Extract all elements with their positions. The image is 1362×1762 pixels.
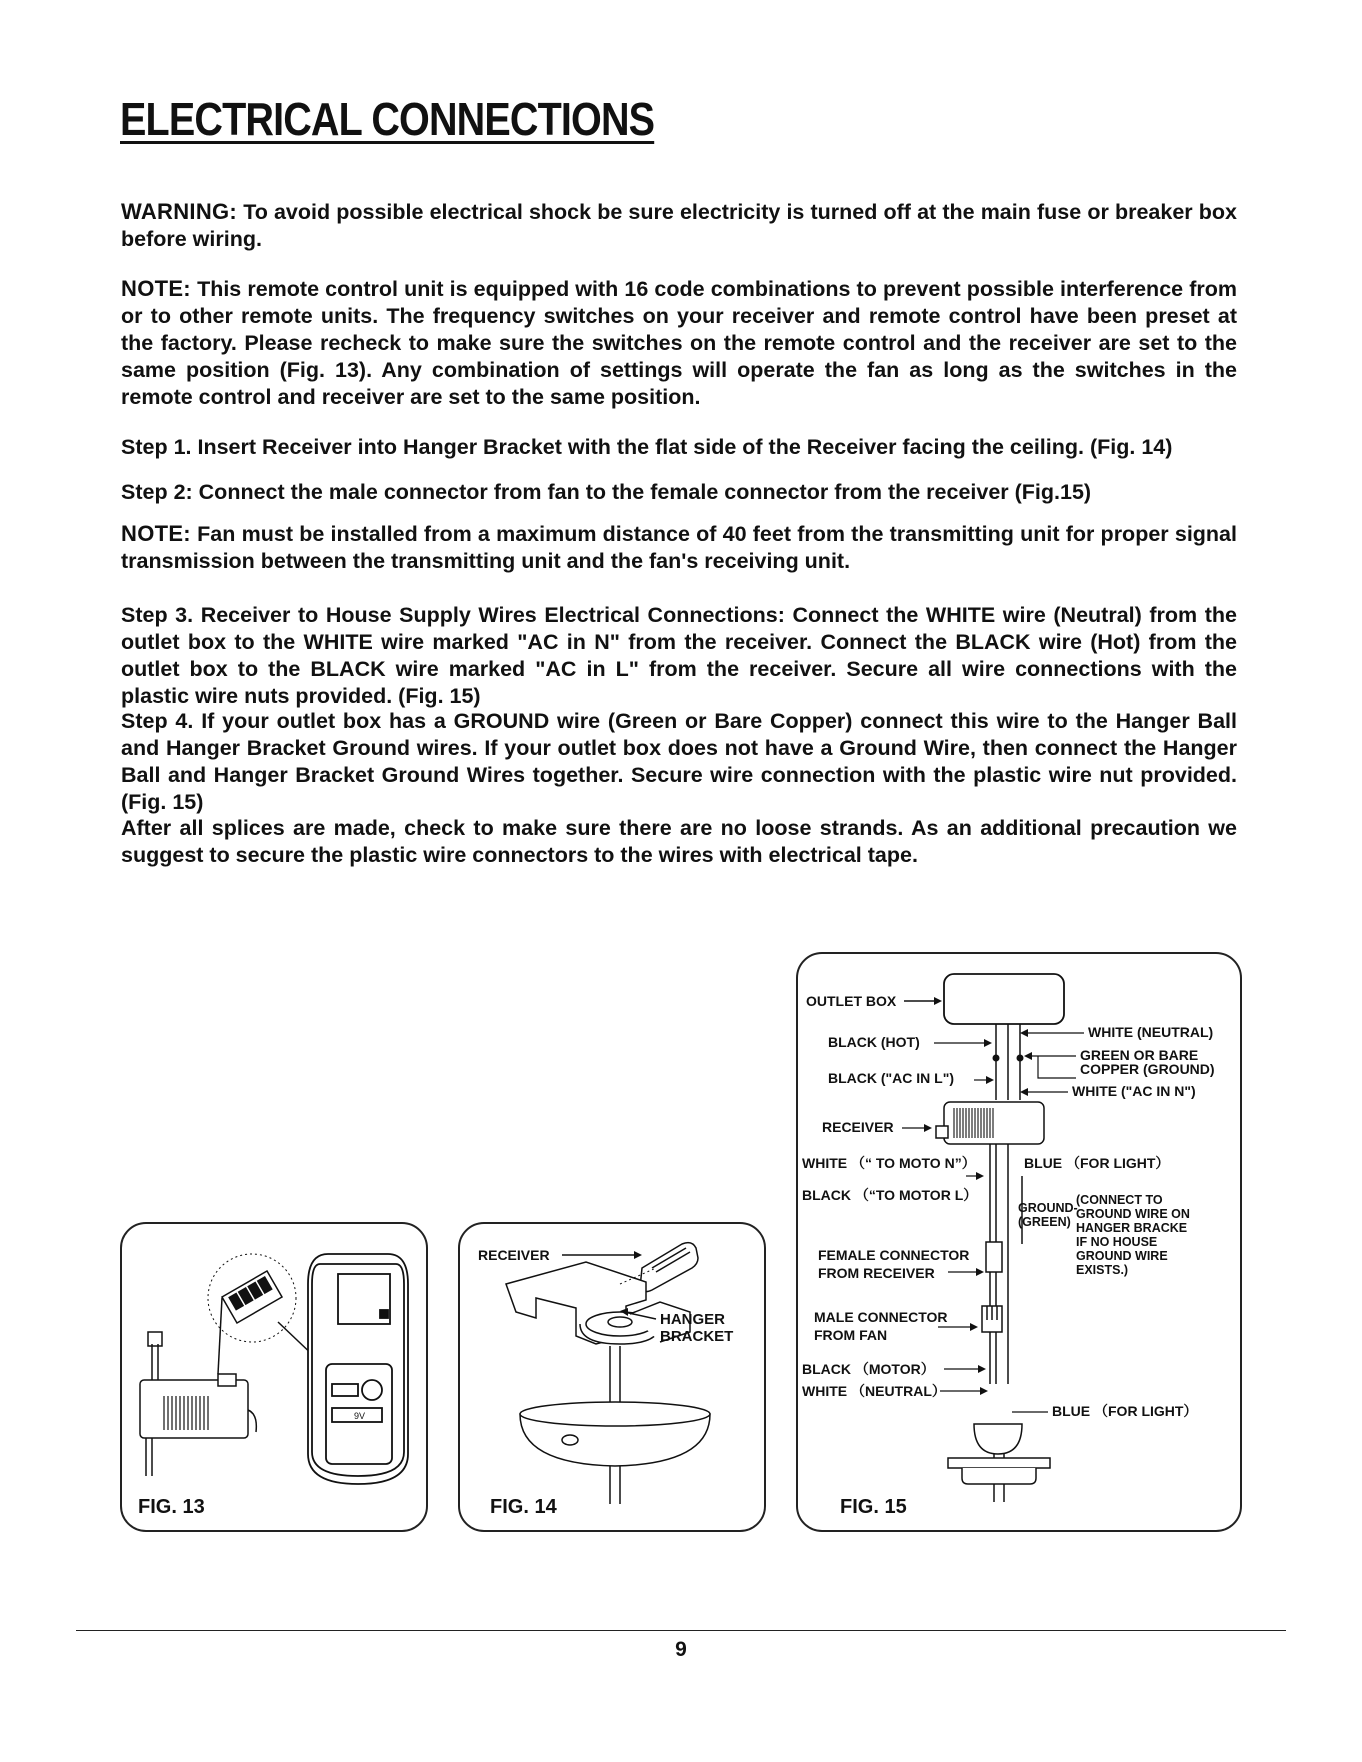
receiver-illustration	[936, 1102, 1044, 1144]
female-connector-illustration	[986, 1242, 1002, 1272]
step-2: Step 2: Connect the male connector from fan to the female connector from the receiver (Fig.15)	[121, 480, 1092, 504]
fig-15-connect-2: GROUND WIRE ON	[1076, 1207, 1190, 1221]
fig-15-green-label-2: COPPER (GROUND)	[1080, 1061, 1215, 1077]
fig-15-female-label-2: FROM RECEIVER	[818, 1265, 935, 1281]
warning-paragraph	[121, 198, 1237, 253]
fig-15-white-moto-label: WHITE （“ TO MOTO N”）	[802, 1155, 976, 1171]
note-distance-label: NOTE:	[121, 521, 191, 546]
warning-label: WARNING:	[121, 199, 238, 224]
fig-13-panel	[120, 1222, 428, 1532]
fig-15-panel	[796, 952, 1242, 1532]
fig-14-panel	[458, 1222, 766, 1532]
step-4: Step 4. If your outlet box has a GROUND wire (Green or Bare Copper) connect this wire to the Hanger Ball and Hanger Bracket Ground wires. If your outlet box does not have a Ground Wire, then connect the Hanger Ball and Hanger Bracket Ground Wires together. Secure wire connection with the plastic wire nut provided. (Fig. 15)	[121, 709, 1237, 814]
canopy-illustration	[520, 1346, 710, 1504]
fig-15-connect-5: GROUND WIRE	[1076, 1249, 1168, 1263]
page-title: ELECTRICAL CONNECTIONS	[120, 93, 655, 145]
fig-15-white-neutral-label: WHITE (NEUTRAL)	[1088, 1024, 1214, 1040]
fig-15-connect-6: EXISTS.)	[1076, 1263, 1129, 1277]
fig-15-male-label-1: MALE CONNECTOR	[814, 1309, 948, 1325]
fig-14-bracket-label: BRACKET	[660, 1328, 734, 1345]
fig-15-caption: FIG. 15	[840, 1496, 907, 1518]
page-number: 9	[675, 1638, 687, 1661]
fig-15-blue-light-2-label: BLUE （FOR LIGHT）	[1052, 1403, 1198, 1419]
footer-divider	[76, 1630, 1286, 1631]
fig-15-black-hot-label: BLACK (HOT)	[828, 1034, 920, 1050]
fig-15-black-motor-l-label: BLACK （“TO MOTOR L）	[802, 1187, 978, 1203]
dip-switch-illustration	[222, 1271, 318, 1360]
fig-15-white-neutral-2-label: WHITE （NEUTRAL）	[802, 1383, 946, 1399]
note-distance-text: Fan must be installed from a maximum distance of 40 feet from the transmitting unit for proper signal transmission between the transmitting unit and the fan's receiving unit.	[121, 522, 1237, 573]
fig-13-drawing	[122, 1224, 426, 1530]
fig-15-connect-4: IF NO HOUSE	[1076, 1235, 1158, 1249]
after-splices-paragraph: After all splices are made, check to make sure there are no loose strands. As an additional precaution we suggest to secure the plastic wire connectors to the wires with electrical tape.	[121, 816, 1237, 867]
fig-14-receiver-label: RECEIVER	[478, 1247, 550, 1263]
fig-15-outlet-box-label: OUTLET BOX	[806, 993, 897, 1009]
fig-15-ground-label: GROUND-	[1018, 1201, 1078, 1215]
fig-15-black-motor-label: BLACK （MOTOR）	[802, 1361, 935, 1377]
receiver-illustration	[640, 1243, 698, 1292]
fig-14-caption: FIG. 14	[490, 1496, 557, 1518]
fig-15-connect-3: HANGER BRACKE	[1076, 1221, 1188, 1235]
fig-15-female-label-1: FEMALE CONNECTOR	[818, 1247, 970, 1263]
outlet-box-illustration	[944, 974, 1064, 1024]
fig-13-switch-label: 9V	[354, 1411, 366, 1421]
fig-15-green-label-1: GREEN OR BARE	[1080, 1047, 1199, 1063]
fig-13-caption: FIG. 13	[138, 1496, 205, 1518]
note-label: NOTE:	[121, 276, 191, 301]
male-connector-illustration	[982, 1306, 1002, 1332]
hanger-ball-illustration	[948, 1424, 1050, 1502]
fig-15-blue-light-label: BLUE （FOR LIGHT）	[1024, 1155, 1170, 1171]
fig-15-male-label-2: FROM FAN	[814, 1327, 888, 1343]
warning-text: To avoid possible electrical shock be sure electricity is turned off at the main fuse or breaker box before wiring.	[121, 200, 1237, 251]
fig-15-drawing	[798, 954, 1240, 1530]
note-text: This remote control unit is equipped with 16 code combinations to prevent possible interference from or to other remote units. The frequency switches on your receiver and remote control have been preset at the factory. Please recheck to make sure the switches on the remote control and the receiver are set to the same position (Fig. 13). Any combination of settings will operate the fan as long as the switches in the remote control and receiver are set to the same position.	[121, 277, 1237, 409]
fig-15-receiver-label: RECEIVER	[822, 1119, 894, 1135]
step-3: Step 3. Receiver to House Supply Wires Electrical Connections: Connect the WHITE wire (Neutral) from the outlet box to the WHITE wire marked "AC in N" from the receiver. Connect the BLACK wire (Hot) from the outlet box to the BLACK wire marked "AC in L" from the receiver. Secure all wire connections with the plastic wire nuts provided. (Fig. 15)	[121, 603, 1237, 708]
fig-14-drawing	[460, 1224, 764, 1530]
note-paragraph	[121, 275, 1237, 411]
fig-15-green-paren-label: (GREEN)	[1018, 1215, 1071, 1229]
receiver-illustration	[140, 1298, 256, 1476]
fig-15-connect-1: (CONNECT TO	[1076, 1193, 1163, 1207]
house-wires	[996, 1024, 1020, 1100]
note-distance-paragraph	[121, 520, 1237, 575]
step-1: Step 1. Insert Receiver into Hanger Bracket with the flat side of the Receiver facing the ceiling. (Fig. 14)	[121, 435, 1173, 459]
remote-illustration	[308, 1254, 408, 1484]
fig-14-hanger-label: HANGER	[660, 1311, 726, 1328]
fig-15-white-ac-n-label: WHITE ("AC IN N")	[1072, 1083, 1196, 1099]
fig-15-black-ac-l-label: BLACK ("AC IN L")	[828, 1070, 955, 1086]
